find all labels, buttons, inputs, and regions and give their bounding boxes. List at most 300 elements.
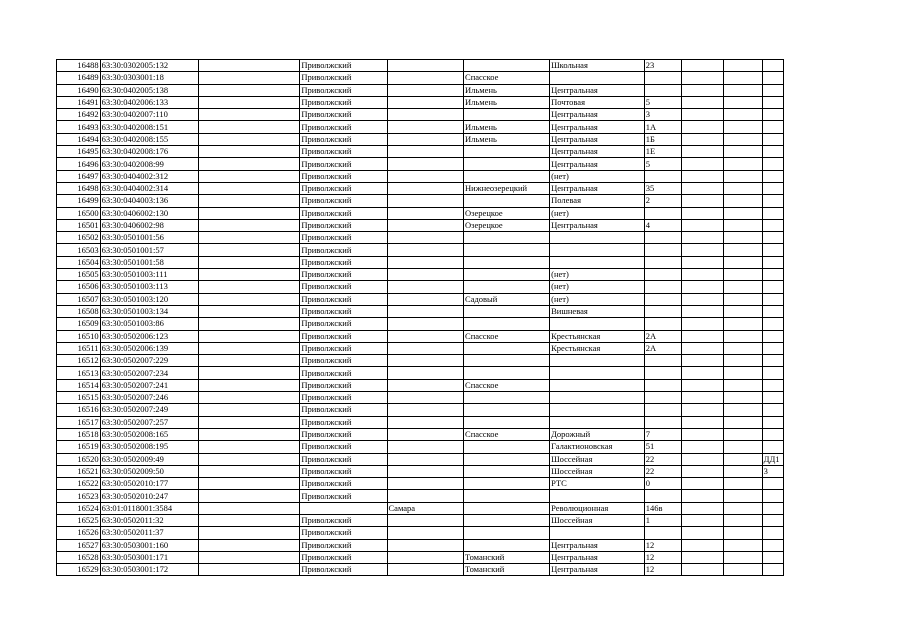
district-cell: Приволжский	[300, 330, 387, 342]
col-11-cell	[762, 232, 783, 244]
col-11-cell	[762, 404, 783, 416]
col-10-cell	[724, 355, 762, 367]
settlement-cell	[464, 392, 550, 404]
cadastral-number-cell: 63:30:0502007:229	[100, 355, 199, 367]
row-number-cell: 16510	[57, 330, 101, 342]
table-row	[57, 551, 784, 563]
table-row	[57, 355, 784, 367]
row-number-cell: 16515	[57, 392, 101, 404]
settlement-cell	[464, 342, 550, 354]
blank-col-cell	[199, 502, 300, 514]
cadastral-number-cell: 63:30:0402005:138	[100, 84, 199, 96]
row-number-cell: 16509	[57, 318, 101, 330]
table-row	[57, 244, 784, 256]
col-9-cell	[681, 441, 724, 453]
col-11-cell	[762, 416, 783, 428]
row-number-cell: 16495	[57, 146, 101, 158]
col-9-cell	[681, 60, 724, 72]
district-cell: Приволжский	[300, 416, 387, 428]
street-cell: Крестьянская	[550, 330, 645, 342]
col-9-cell	[681, 281, 724, 293]
house-cell: 35	[644, 182, 681, 194]
table-row	[57, 256, 784, 268]
house-cell: 2А	[644, 342, 681, 354]
house-cell: 51	[644, 441, 681, 453]
table-row	[57, 269, 784, 281]
cadastral-number-cell: 63:30:0502009:50	[100, 465, 199, 477]
house-cell: 12	[644, 551, 681, 563]
col-11-cell	[762, 539, 783, 551]
house-cell	[644, 367, 681, 379]
city-cell	[387, 96, 464, 108]
district-cell: Приволжский	[300, 318, 387, 330]
col-11-cell	[762, 219, 783, 231]
col-10-cell	[724, 84, 762, 96]
table-row	[57, 158, 784, 170]
cadastral-number-cell: 63:30:0302005:132	[100, 60, 199, 72]
city-cell	[387, 269, 464, 281]
district-cell: Приволжский	[300, 355, 387, 367]
col-11-cell	[762, 490, 783, 502]
district-cell: Приволжский	[300, 514, 387, 526]
table-row	[57, 379, 784, 391]
street-cell: Полевая	[550, 195, 645, 207]
settlement-cell	[464, 490, 550, 502]
blank-col-cell	[199, 404, 300, 416]
col-10-cell	[724, 502, 762, 514]
blank-col-cell	[199, 416, 300, 428]
col-11-cell	[762, 72, 783, 84]
blank-col-cell	[199, 551, 300, 563]
street-cell	[550, 416, 645, 428]
district-cell: Приволжский	[300, 478, 387, 490]
col-10-cell	[724, 121, 762, 133]
blank-col-cell	[199, 170, 300, 182]
col-11-cell	[762, 342, 783, 354]
blank-col-cell	[199, 244, 300, 256]
col-11-cell	[762, 318, 783, 330]
table-row	[57, 305, 784, 317]
table-row	[57, 478, 784, 490]
city-cell	[387, 121, 464, 133]
table-row	[57, 121, 784, 133]
street-cell: Галактионовская	[550, 441, 645, 453]
settlement-cell	[464, 305, 550, 317]
col-10-cell	[724, 392, 762, 404]
city-cell	[387, 551, 464, 563]
table-row	[57, 330, 784, 342]
city-cell	[387, 478, 464, 490]
district-cell: Приволжский	[300, 182, 387, 194]
row-number-cell: 16519	[57, 441, 101, 453]
table-row	[57, 84, 784, 96]
table-row	[57, 367, 784, 379]
blank-col-cell	[199, 72, 300, 84]
blank-col-cell	[199, 269, 300, 281]
col-9-cell	[681, 109, 724, 121]
col-9-cell	[681, 244, 724, 256]
house-cell	[644, 84, 681, 96]
settlement-cell	[464, 244, 550, 256]
house-cell	[644, 170, 681, 182]
street-cell: Почтовая	[550, 96, 645, 108]
col-10-cell	[724, 281, 762, 293]
house-cell	[644, 527, 681, 539]
city-cell	[387, 490, 464, 502]
house-cell: 1А	[644, 121, 681, 133]
col-9-cell	[681, 551, 724, 563]
house-cell: 2А	[644, 330, 681, 342]
table-row	[57, 514, 784, 526]
col-9-cell	[681, 305, 724, 317]
street-cell	[550, 355, 645, 367]
col-10-cell	[724, 539, 762, 551]
col-9-cell	[681, 207, 724, 219]
street-cell: Центральная	[550, 551, 645, 563]
blank-col-cell	[199, 367, 300, 379]
row-number-cell: 16518	[57, 428, 101, 440]
col-10-cell	[724, 109, 762, 121]
city-cell	[387, 342, 464, 354]
blank-col-cell	[199, 355, 300, 367]
cadastral-number-cell: 63:30:0501003:134	[100, 305, 199, 317]
house-cell: 5	[644, 158, 681, 170]
settlement-cell	[464, 478, 550, 490]
row-number-cell: 16527	[57, 539, 101, 551]
district-cell: Приволжский	[300, 453, 387, 465]
col-9-cell	[681, 428, 724, 440]
city-cell	[387, 305, 464, 317]
district-cell: Приволжский	[300, 564, 387, 576]
cadastral-number-cell: 63:30:0502007:249	[100, 404, 199, 416]
street-cell: (нет)	[550, 281, 645, 293]
row-number-cell: 16491	[57, 96, 101, 108]
col-9-cell	[681, 478, 724, 490]
table-row	[57, 281, 784, 293]
col-10-cell	[724, 404, 762, 416]
settlement-cell	[464, 441, 550, 453]
row-number-cell: 16494	[57, 133, 101, 145]
settlement-cell	[464, 146, 550, 158]
blank-col-cell	[199, 514, 300, 526]
city-cell	[387, 367, 464, 379]
blank-col-cell	[199, 305, 300, 317]
col-11-cell	[762, 527, 783, 539]
house-cell: 12	[644, 539, 681, 551]
city-cell	[387, 514, 464, 526]
blank-col-cell	[199, 195, 300, 207]
table-row	[57, 232, 784, 244]
settlement-cell: Озерецкое	[464, 219, 550, 231]
col-10-cell	[724, 514, 762, 526]
row-number-cell: 16496	[57, 158, 101, 170]
blank-col-cell	[199, 158, 300, 170]
col-10-cell	[724, 207, 762, 219]
table-row	[57, 318, 784, 330]
row-number-cell: 16489	[57, 72, 101, 84]
col-11-cell	[762, 96, 783, 108]
col-9-cell	[681, 539, 724, 551]
table-row	[57, 170, 784, 182]
settlement-cell	[464, 158, 550, 170]
city-cell	[387, 195, 464, 207]
street-cell: Центральная	[550, 133, 645, 145]
house-cell: 1Б	[644, 133, 681, 145]
street-cell: Центральная	[550, 539, 645, 551]
city-cell	[387, 170, 464, 182]
cadastral-number-cell: 63:30:0502007:241	[100, 379, 199, 391]
table-row	[57, 60, 784, 72]
district-cell: Приволжский	[300, 281, 387, 293]
settlement-cell: Садовый	[464, 293, 550, 305]
cadastral-number-cell: 63:30:0502007:257	[100, 416, 199, 428]
settlement-cell	[464, 514, 550, 526]
settlement-cell: Ильмень	[464, 96, 550, 108]
col-9-cell	[681, 465, 724, 477]
col-10-cell	[724, 367, 762, 379]
house-cell: 146в	[644, 502, 681, 514]
street-cell	[550, 379, 645, 391]
city-cell	[387, 182, 464, 194]
row-number-cell: 16516	[57, 404, 101, 416]
house-cell	[644, 293, 681, 305]
city-cell	[387, 416, 464, 428]
col-11-cell	[762, 355, 783, 367]
blank-col-cell	[199, 539, 300, 551]
street-cell: Центральная	[550, 219, 645, 231]
col-9-cell	[681, 330, 724, 342]
cadastral-number-cell: 63:30:0502010:247	[100, 490, 199, 502]
table-row	[57, 146, 784, 158]
col-11-cell	[762, 392, 783, 404]
row-number-cell: 16499	[57, 195, 101, 207]
table-row	[57, 392, 784, 404]
district-cell: Приволжский	[300, 256, 387, 268]
row-number-cell: 16505	[57, 269, 101, 281]
col-9-cell	[681, 490, 724, 502]
cadastral-number-cell: 63:30:0502011:37	[100, 527, 199, 539]
cadastral-number-cell: 63:30:0502008:165	[100, 428, 199, 440]
col-10-cell	[724, 269, 762, 281]
col-9-cell	[681, 232, 724, 244]
col-9-cell	[681, 84, 724, 96]
blank-col-cell	[199, 293, 300, 305]
house-cell: 2	[644, 195, 681, 207]
house-cell	[644, 416, 681, 428]
city-cell	[387, 539, 464, 551]
col-11-cell	[762, 551, 783, 563]
street-cell: Шоссейная	[550, 514, 645, 526]
cadastral-number-cell: 63:30:0502008:195	[100, 441, 199, 453]
district-cell: Приволжский	[300, 195, 387, 207]
blank-col-cell	[199, 564, 300, 576]
blank-col-cell	[199, 330, 300, 342]
cadastral-number-cell: 63:30:0402007:110	[100, 109, 199, 121]
street-cell	[550, 244, 645, 256]
col-11-cell	[762, 379, 783, 391]
city-cell	[387, 392, 464, 404]
col-11-cell	[762, 195, 783, 207]
blank-col-cell	[199, 182, 300, 194]
col-10-cell	[724, 293, 762, 305]
district-cell: Приволжский	[300, 72, 387, 84]
row-number-cell: 16500	[57, 207, 101, 219]
house-cell	[644, 392, 681, 404]
district-cell: Приволжский	[300, 121, 387, 133]
cadastral-number-cell: 63:30:0501003:86	[100, 318, 199, 330]
row-number-cell: 16513	[57, 367, 101, 379]
house-cell	[644, 244, 681, 256]
house-cell: 12	[644, 564, 681, 576]
city-cell	[387, 527, 464, 539]
district-cell: Приволжский	[300, 232, 387, 244]
cadastral-number-cell: 63:30:0501003:113	[100, 281, 199, 293]
street-cell: Центральная	[550, 84, 645, 96]
table-row	[57, 441, 784, 453]
street-cell: Центральная	[550, 158, 645, 170]
col-9-cell	[681, 379, 724, 391]
settlement-cell	[464, 453, 550, 465]
street-cell: Центральная	[550, 564, 645, 576]
house-cell	[644, 232, 681, 244]
col-9-cell	[681, 158, 724, 170]
col-11-cell	[762, 244, 783, 256]
district-cell: Приволжский	[300, 219, 387, 231]
city-cell	[387, 109, 464, 121]
row-number-cell: 16514	[57, 379, 101, 391]
row-number-cell: 16492	[57, 109, 101, 121]
col-9-cell	[681, 256, 724, 268]
house-cell: 4	[644, 219, 681, 231]
settlement-cell	[464, 232, 550, 244]
house-cell: 0	[644, 478, 681, 490]
settlement-cell	[464, 404, 550, 416]
row-number-cell: 16521	[57, 465, 101, 477]
district-cell: Приволжский	[300, 60, 387, 72]
blank-col-cell	[199, 84, 300, 96]
col-9-cell	[681, 195, 724, 207]
cadastral-number-cell: 63:01:0118001:3584	[100, 502, 199, 514]
street-cell: Шоссейная	[550, 465, 645, 477]
col-11-cell	[762, 305, 783, 317]
settlement-cell	[464, 527, 550, 539]
cadastral-number-cell: 63:30:0402008:151	[100, 121, 199, 133]
col-10-cell	[724, 256, 762, 268]
street-cell	[550, 256, 645, 268]
col-11-cell	[762, 441, 783, 453]
table-row	[57, 502, 784, 514]
settlement-cell: Томанский	[464, 564, 550, 576]
col-10-cell	[724, 72, 762, 84]
street-cell: Вишневая	[550, 305, 645, 317]
city-cell	[387, 158, 464, 170]
cadastral-number-cell: 63:30:0503001:171	[100, 551, 199, 563]
col-10-cell	[724, 551, 762, 563]
city-cell	[387, 84, 464, 96]
col-11-cell	[762, 428, 783, 440]
blank-col-cell	[199, 428, 300, 440]
cadastral-number-cell: 63:30:0502007:234	[100, 367, 199, 379]
street-cell: (нет)	[550, 207, 645, 219]
col-10-cell	[724, 564, 762, 576]
house-cell	[644, 379, 681, 391]
row-number-cell: 16522	[57, 478, 101, 490]
street-cell: Центральная	[550, 109, 645, 121]
settlement-cell: Спасское	[464, 428, 550, 440]
col-9-cell	[681, 416, 724, 428]
row-number-cell: 16493	[57, 121, 101, 133]
table-row	[57, 182, 784, 194]
cadastral-number-cell: 63:30:0501001:56	[100, 232, 199, 244]
col-9-cell	[681, 318, 724, 330]
row-number-cell: 16488	[57, 60, 101, 72]
district-cell: Приволжский	[300, 244, 387, 256]
city-cell	[387, 60, 464, 72]
district-cell: Приволжский	[300, 109, 387, 121]
col-11-cell	[762, 84, 783, 96]
col-11-cell	[762, 478, 783, 490]
table-row	[57, 453, 784, 465]
blank-col-cell	[199, 281, 300, 293]
col-9-cell	[681, 293, 724, 305]
city-cell	[387, 404, 464, 416]
district-cell: Приволжский	[300, 293, 387, 305]
street-cell: Центральная	[550, 146, 645, 158]
table-row	[57, 96, 784, 108]
col-10-cell	[724, 330, 762, 342]
house-cell	[644, 256, 681, 268]
city-cell	[387, 441, 464, 453]
col-11-cell	[762, 182, 783, 194]
cadastral-number-cell: 63:30:0402008:99	[100, 158, 199, 170]
table-row	[57, 293, 784, 305]
street-cell	[550, 232, 645, 244]
house-cell: 1	[644, 514, 681, 526]
district-cell: Приволжский	[300, 490, 387, 502]
col-11-cell	[762, 207, 783, 219]
col-9-cell	[681, 514, 724, 526]
cadastral-number-cell: 63:30:0406002:130	[100, 207, 199, 219]
city-cell	[387, 293, 464, 305]
district-cell: Приволжский	[300, 146, 387, 158]
district-cell: Приволжский	[300, 404, 387, 416]
row-number-cell: 16490	[57, 84, 101, 96]
row-number-cell: 16507	[57, 293, 101, 305]
cadastral-number-cell: 63:30:0502011:32	[100, 514, 199, 526]
settlement-cell	[464, 256, 550, 268]
street-cell: Школьная	[550, 60, 645, 72]
cadastral-number-cell: 63:30:0501001:58	[100, 256, 199, 268]
col-10-cell	[724, 342, 762, 354]
house-cell	[644, 355, 681, 367]
table-row	[57, 539, 784, 551]
blank-col-cell	[199, 133, 300, 145]
table-row	[57, 416, 784, 428]
district-cell: Приволжский	[300, 379, 387, 391]
col-10-cell	[724, 465, 762, 477]
cadastral-number-cell: 63:30:0502006:123	[100, 330, 199, 342]
cadastral-number-cell: 63:30:0502010:177	[100, 478, 199, 490]
col-9-cell	[681, 392, 724, 404]
registry-table	[56, 59, 784, 576]
house-cell	[644, 305, 681, 317]
blank-col-cell	[199, 207, 300, 219]
row-number-cell: 16524	[57, 502, 101, 514]
blank-col-cell	[199, 121, 300, 133]
street-cell: Центральная	[550, 182, 645, 194]
col-10-cell	[724, 96, 762, 108]
cadastral-number-cell: 63:30:0406002:98	[100, 219, 199, 231]
